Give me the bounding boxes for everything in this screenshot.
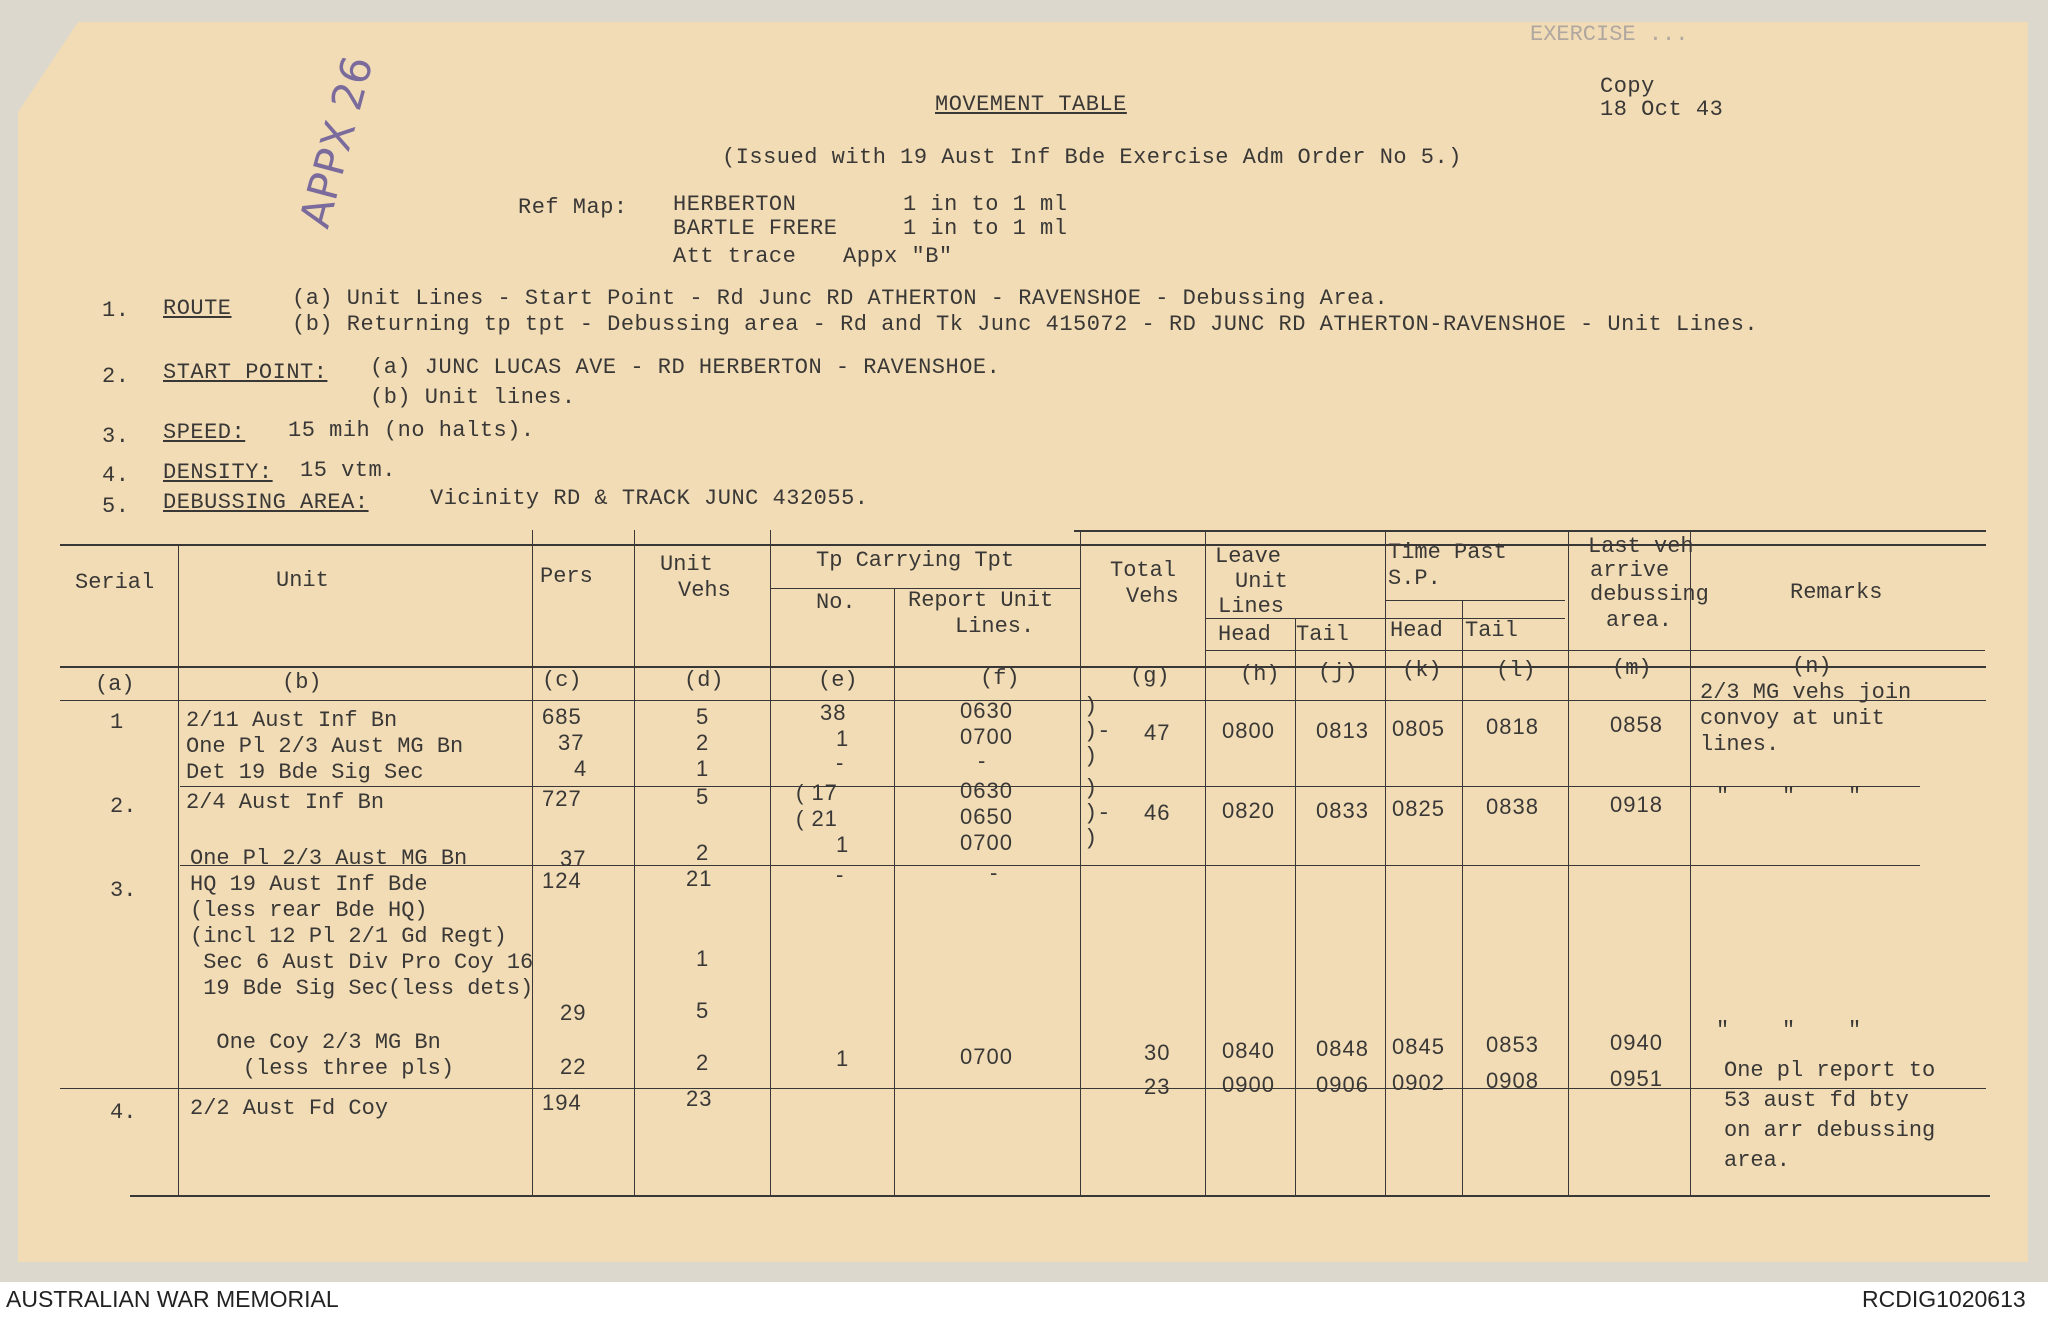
table-rule [180, 786, 1920, 787]
time-tail-value: 0818 [1486, 714, 1539, 739]
pers-value: 4 [574, 756, 588, 781]
table-rule [60, 700, 1986, 701]
leave-tail-value: 0833 [1316, 798, 1369, 823]
item-number: 2. [102, 364, 130, 389]
header-time-tail: Tail [1465, 618, 1518, 643]
table-col-rule [1690, 530, 1691, 1196]
time-head-value: 0805 [1392, 716, 1445, 741]
unit-vehs-value: 1 [696, 756, 710, 781]
debussing-area-value: Vicinity RD & TRACK JUNC 432055. [430, 486, 869, 511]
leave-head-value: 0800 [1222, 718, 1275, 743]
table-col-rule [1295, 618, 1296, 1196]
header-unit-vehs: Vehs [678, 578, 731, 603]
unit-name: One Pl 2/3 Aust MG Bn [186, 734, 464, 759]
column-letter: (j) [1318, 660, 1358, 685]
document-title: MOVEMENT TABLE [935, 92, 1127, 117]
bracket: ) )- ) [1084, 694, 1111, 769]
table-col-rule [770, 530, 771, 1196]
header-report-unit-lines: Report Unit [908, 588, 1054, 613]
unit-name: (less rear Bde HQ) [190, 898, 428, 923]
report-time-value: 0630 [960, 698, 1013, 723]
table-col-rule [1080, 530, 1081, 1196]
time-head-value: 0845 [1392, 1034, 1445, 1059]
total-vehs-value: 47 [1144, 720, 1171, 745]
unit-name: 2/11 Aust Inf Bn [186, 708, 398, 733]
ref-map-scale: 1 in to 1 ml [903, 192, 1068, 217]
table-col-rule [894, 588, 895, 1196]
leave-tail-value: 0813 [1316, 718, 1369, 743]
unit-name: One Pl 2/3 Aust MG Bn [190, 846, 468, 871]
time-tail-value: 0853 [1486, 1032, 1539, 1057]
report-time-value: 0700 [960, 830, 1013, 855]
time-tail-value: 0908 [1486, 1068, 1539, 1093]
unit-vehs-value: 1 [696, 946, 710, 971]
unit-name: (less three pls) [190, 1056, 455, 1081]
serial-number: 3. [110, 878, 137, 903]
column-letter: (g) [1130, 664, 1170, 689]
header-unit: Unit [276, 568, 329, 593]
density-label: DENSITY: [163, 460, 273, 485]
remarks-value: 2/3 MG vehs join convoy at unit lines. [1700, 680, 1912, 757]
tp-no-value: 1 [836, 726, 850, 751]
header-time-head: Head [1390, 618, 1443, 643]
column-letter: (m) [1612, 656, 1652, 681]
header-unit-vehs: Unit [660, 552, 713, 577]
unit-vehs-value: 23 [686, 1086, 713, 1111]
total-vehs-value: 46 [1144, 800, 1171, 825]
exercise-stamp: EXERCISE ... [1530, 22, 1689, 47]
ref-map-label: Ref Map: [518, 195, 628, 220]
report-time-value: 0630 [960, 778, 1013, 803]
leave-head-value: 0840 [1222, 1038, 1275, 1063]
remarks-value: " " " [1716, 1018, 1862, 1043]
report-time-value: 0700 [960, 724, 1013, 749]
unit-name: 2/2 Aust Fd Coy [190, 1096, 389, 1121]
table-rule [130, 1195, 1990, 1197]
header-serial: Serial [75, 570, 155, 595]
unit-vehs-value: 2 [696, 840, 710, 865]
header-last-veh: arrive [1590, 558, 1670, 583]
last-veh-value: 0940 [1610, 1030, 1663, 1055]
header-time-past-sp: S.P. [1388, 566, 1441, 591]
column-letter: (a) [95, 672, 135, 697]
document-date: 18 Oct 43 [1600, 97, 1724, 122]
header-pers: Pers [540, 564, 593, 589]
route-a: (a) Unit Lines - Start Point - Rd Junc RD ATHERTON - RAVENSHOE - Debussing Area. [292, 286, 1389, 311]
unit-vehs-value: 5 [696, 704, 710, 729]
start-point-a: (a) JUNC LUCAS AVE - RD HERBERTON - RAVENSHOE. [370, 355, 1001, 380]
unit-name: One Coy 2/3 MG Bn [190, 1030, 441, 1055]
table-rule [1205, 650, 1985, 651]
header-leave-tail: Tail [1296, 622, 1349, 647]
start-point-label: START POINT: [163, 360, 328, 385]
header-total-vehs: Total [1110, 558, 1177, 583]
ref-map-name: HERBERTON [673, 192, 797, 217]
item-number: 3. [102, 424, 130, 449]
copy-label: Copy [1600, 74, 1655, 99]
pers-value: 37 [560, 846, 587, 871]
tp-no-value: 1 [836, 1046, 850, 1071]
table-col-rule [634, 530, 635, 1196]
unit-name: 19 Bde Sig Sec(less dets) [190, 976, 534, 1001]
header-tp-no: No. [816, 590, 856, 615]
unit-vehs-value: 2 [696, 1050, 710, 1075]
table-col-rule [1568, 530, 1569, 1196]
table-col-rule [1385, 530, 1386, 1196]
unit-name: Sec 6 Aust Div Pro Coy 16 [190, 950, 534, 975]
header-leave-unit-lines: Unit [1235, 569, 1288, 594]
header-time-past-sp: Time Past [1388, 540, 1507, 565]
column-letter: (b) [282, 670, 322, 695]
header-total-vehs: Vehs [1126, 584, 1179, 609]
last-veh-value: 0858 [1610, 712, 1663, 737]
item-number: 5. [102, 494, 130, 519]
column-letter: (h) [1240, 662, 1280, 687]
leave-head-value: 0900 [1222, 1072, 1275, 1097]
leave-head-value: 0820 [1222, 798, 1275, 823]
tp-no-value: ( 17 [796, 780, 838, 805]
tp-no-value: - [836, 750, 845, 775]
column-letter: (c) [542, 668, 582, 693]
bracket: ) )- ) [1084, 776, 1111, 851]
tp-no-value: 1 [836, 832, 850, 857]
unit-name: Det 19 Bde Sig Sec [186, 760, 424, 785]
time-tail-value: 0838 [1486, 794, 1539, 819]
serial-number: 4. [110, 1100, 137, 1125]
pers-value: 727 [542, 786, 582, 811]
pers-value: 194 [542, 1090, 582, 1115]
serial-number: 1 [110, 710, 124, 735]
time-head-value: 0825 [1392, 796, 1445, 821]
unit-name: (incl 12 Pl 2/1 Gd Regt) [190, 924, 507, 949]
unit-name: 2/4 Aust Inf Bn [186, 790, 385, 815]
column-letter: (n) [1792, 654, 1832, 679]
document-subtitle: (Issued with 19 Aust Inf Bde Exercise Adm Order No 5.) [722, 145, 1462, 170]
route-b: (b) Returning tp tpt - Debussing area - Rd and Tk Junc 415072 - RD JUNC RD ATHERTON-RAVENSHOE - Unit Lines. [292, 312, 1759, 337]
unit-vehs-value: 2 [696, 730, 710, 755]
archive-id: RCDIG1020613 [1862, 1286, 2026, 1312]
pers-value: 29 [560, 1000, 587, 1025]
unit-name: HQ 19 Aust Inf Bde [190, 872, 428, 897]
report-time-value: - [990, 860, 999, 885]
column-letter: (k) [1402, 658, 1442, 683]
report-time-value: 0650 [960, 804, 1013, 829]
unit-vehs-value: 5 [696, 998, 710, 1023]
header-report-unit-lines: Lines. [955, 614, 1035, 639]
table-rule [60, 544, 1986, 546]
table-rule [1074, 530, 1986, 532]
speed-label: SPEED: [163, 420, 246, 445]
table-col-rule [1462, 600, 1463, 1196]
route-label: ROUTE [163, 296, 232, 321]
item-number: 4. [102, 463, 130, 488]
start-point-b: (b) Unit lines. [370, 385, 576, 410]
ref-map-scale: Appx "B" [843, 244, 953, 269]
archive-name: AUSTRALIAN WAR MEMORIAL [6, 1286, 339, 1312]
serial-number: 2. [110, 794, 137, 819]
table-col-rule [532, 530, 533, 1196]
tp-no-value: 38 [820, 700, 847, 725]
last-veh-value: 0951 [1610, 1066, 1663, 1091]
header-last-veh: area. [1606, 608, 1673, 633]
leave-tail-value: 0906 [1316, 1072, 1369, 1097]
unit-vehs-value: 21 [686, 866, 713, 891]
header-leave-head: Head [1218, 622, 1271, 647]
remarks-value: One pl report to 53 aust fd bty on arr debussing area. [1724, 1058, 1936, 1173]
column-letter: (d) [684, 668, 724, 693]
last-veh-value: 0918 [1610, 792, 1663, 817]
pers-value: 22 [560, 1054, 587, 1079]
header-last-veh: Last veh [1588, 534, 1694, 559]
pers-value: 37 [558, 730, 585, 755]
debussing-area-label: DEBUSSING AREA: [163, 490, 369, 515]
header-last-veh: debussing [1590, 582, 1709, 607]
ref-map-name: Att trace [673, 244, 797, 269]
total-vehs-value: 23 [1144, 1074, 1171, 1099]
header-leave-unit-lines: Leave [1215, 544, 1282, 569]
header-tp-carrying-tpt: Tp Carrying Tpt [816, 548, 1015, 573]
time-head-value: 0902 [1392, 1070, 1445, 1095]
tp-no-value: ( 21 [796, 806, 838, 831]
tp-no-value: - [836, 862, 845, 887]
remarks-value: " " " [1716, 784, 1862, 809]
ref-map-scale: 1 in to 1 ml [903, 216, 1068, 241]
speed-value: 15 mih (no halts). [288, 418, 535, 443]
table-rule [60, 666, 1986, 668]
item-number: 1. [102, 298, 130, 323]
header-remarks: Remarks [1790, 580, 1883, 605]
header-leave-unit-lines: Lines [1218, 594, 1285, 619]
density-value: 15 vtm. [300, 458, 396, 483]
pers-value: 124 [542, 868, 582, 893]
total-vehs-value: 30 [1144, 1040, 1171, 1065]
ref-map-name: BARTLE FRERE [673, 216, 838, 241]
column-letter: (f) [980, 666, 1020, 691]
column-letter: (l) [1496, 658, 1536, 683]
report-time-value: - [978, 748, 987, 773]
report-time-value: 0700 [960, 1044, 1013, 1069]
leave-tail-value: 0848 [1316, 1036, 1369, 1061]
table-rule [60, 1088, 1986, 1089]
pers-value: 685 [542, 704, 582, 729]
unit-vehs-value: 5 [696, 784, 710, 809]
table-col-rule [178, 544, 179, 1196]
column-letter: (e) [818, 668, 858, 693]
table-col-rule [1205, 530, 1206, 1196]
handwritten-appendix-mark: APPX 26 [290, 51, 383, 233]
table-rule [1385, 600, 1565, 601]
